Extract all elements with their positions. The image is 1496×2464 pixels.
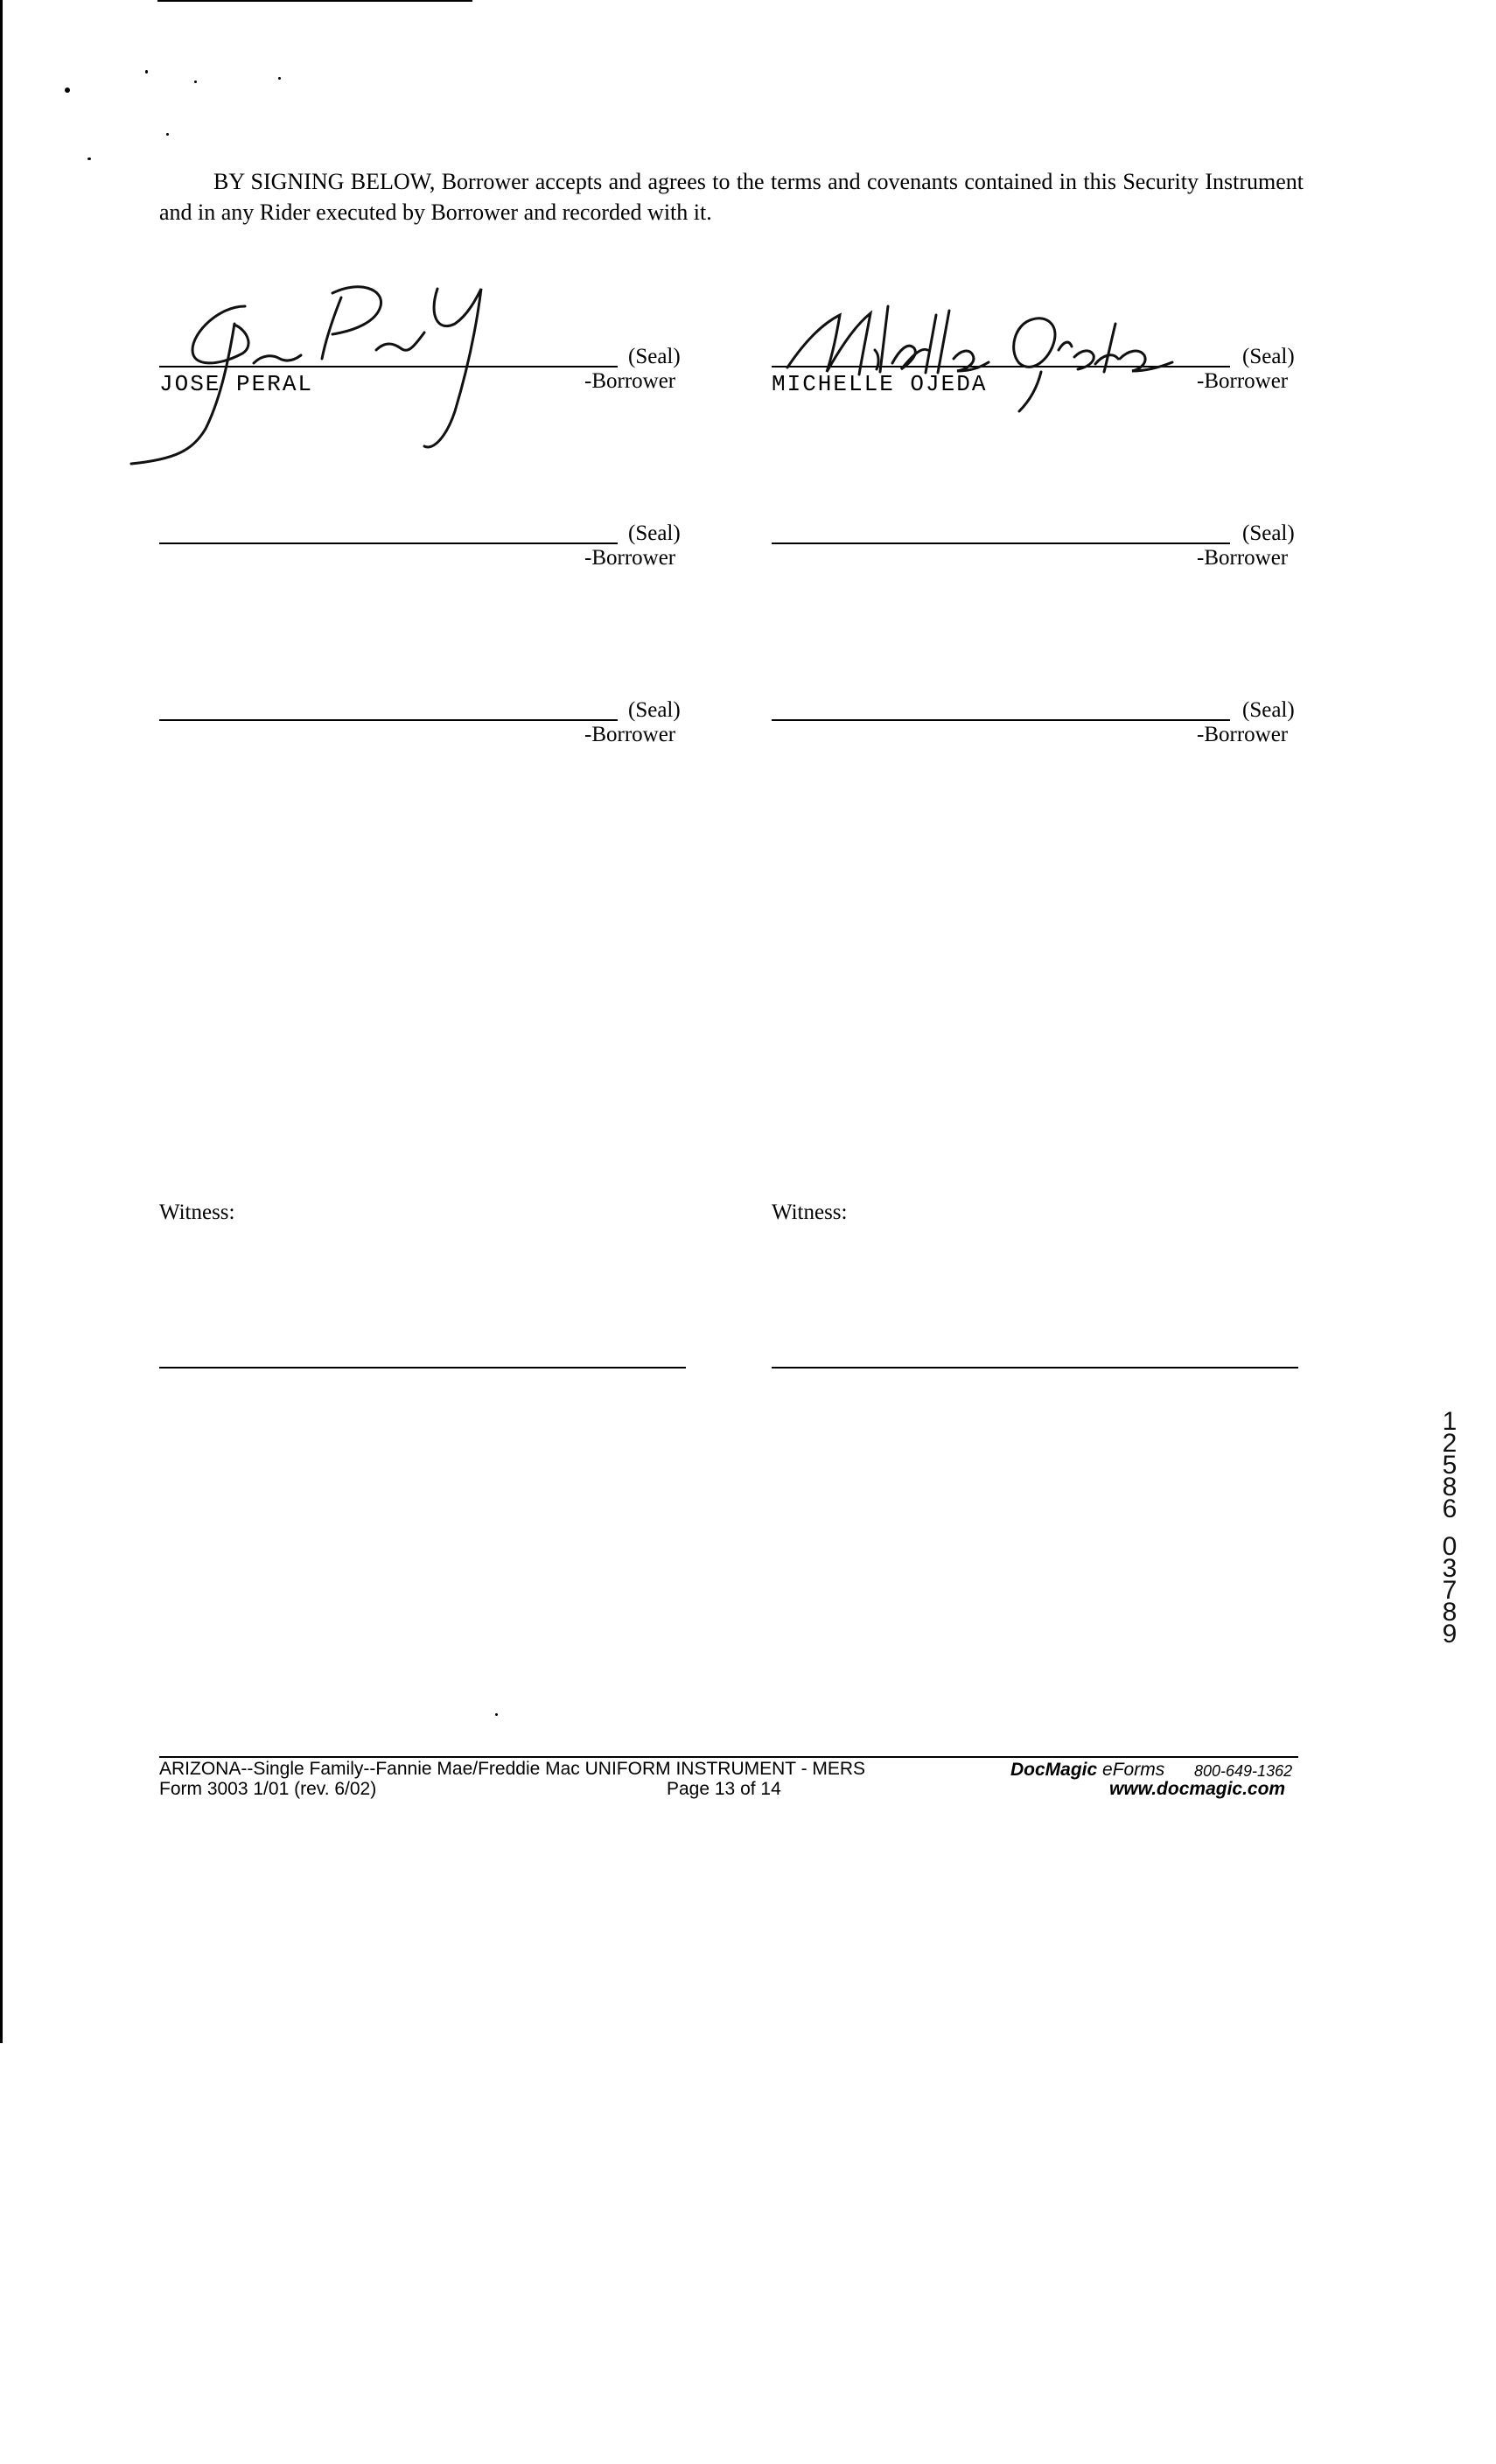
- scan-edge-top: [157, 0, 472, 2]
- seal-label: (Seal): [628, 522, 681, 545]
- borrower-role: -Borrower: [1197, 723, 1289, 746]
- scan-speck: [278, 77, 281, 80]
- signature-line: [159, 719, 618, 721]
- scan-speck: [166, 133, 169, 136]
- signature-line: [772, 542, 1230, 544]
- document-number-stamp: [1435, 1407, 1465, 1648]
- signature-line: [159, 542, 618, 544]
- borrower-role: -Borrower: [1197, 369, 1289, 393]
- scan-speck: [145, 70, 148, 74]
- borrower-name: JOSE PERAL: [159, 371, 314, 397]
- signature-line: [772, 719, 1230, 721]
- witness-signature-line: [159, 1367, 686, 1368]
- borrower-role: -Borrower: [584, 369, 676, 393]
- page-number: Page 13 of 14: [667, 1779, 781, 1799]
- scan-speck: [87, 158, 91, 160]
- borrower-role: -Borrower: [584, 546, 676, 570]
- brand-name: DocMagic: [1010, 1760, 1098, 1780]
- scan-speck: [194, 80, 197, 83]
- borrower-role: -Borrower: [1197, 546, 1289, 570]
- stamp-line-1: 12586: [1442, 1407, 1458, 1523]
- handwritten-signature-jose-peral: [122, 271, 525, 472]
- witness-signature-line: [772, 1367, 1298, 1368]
- signing-statement: [159, 166, 1304, 228]
- borrower-name: MICHELLE OJEDA: [772, 371, 988, 397]
- brand-suffix: eForms: [1102, 1760, 1165, 1780]
- seal-label: (Seal): [628, 345, 681, 368]
- scan-speck: [495, 1713, 498, 1716]
- seal-label: (Seal): [628, 698, 681, 722]
- docmagic-brand: [1010, 1760, 1164, 1781]
- form-number: Form 3003 1/01 (rev. 6/02): [159, 1779, 377, 1799]
- borrower-role: -Borrower: [584, 723, 676, 746]
- signing-statement-text: Borrower accepts and agrees to the terms and covenants contained in this Security Instrument and in any Rider executed by Borrower and recorded with it.: [159, 169, 1304, 225]
- seal-label: (Seal): [1242, 345, 1295, 368]
- seal-label: (Seal): [1242, 522, 1295, 545]
- form-title: ARIZONA--Single Family--Fannie Mae/Freddie Mac UNIFORM INSTRUMENT - MERS: [159, 1759, 866, 1779]
- handwritten-signature-michelle-ojeda: [770, 289, 1207, 420]
- witness-label-left: Witness:: [159, 1200, 235, 1224]
- docmagic-website: www.docmagic.com: [1109, 1779, 1286, 1799]
- scan-edge-left: [0, 0, 3, 2043]
- seal-label: (Seal): [1242, 698, 1295, 722]
- stamp-line-2: 03789: [1442, 1532, 1458, 1648]
- footer-rule: [159, 1756, 1298, 1758]
- signing-statement-lead: BY SIGNING BELOW,: [213, 169, 436, 194]
- scan-speck: [65, 88, 70, 93]
- witness-label-right: Witness:: [772, 1200, 848, 1224]
- docmagic-phone: 800-649-1362: [1194, 1762, 1293, 1780]
